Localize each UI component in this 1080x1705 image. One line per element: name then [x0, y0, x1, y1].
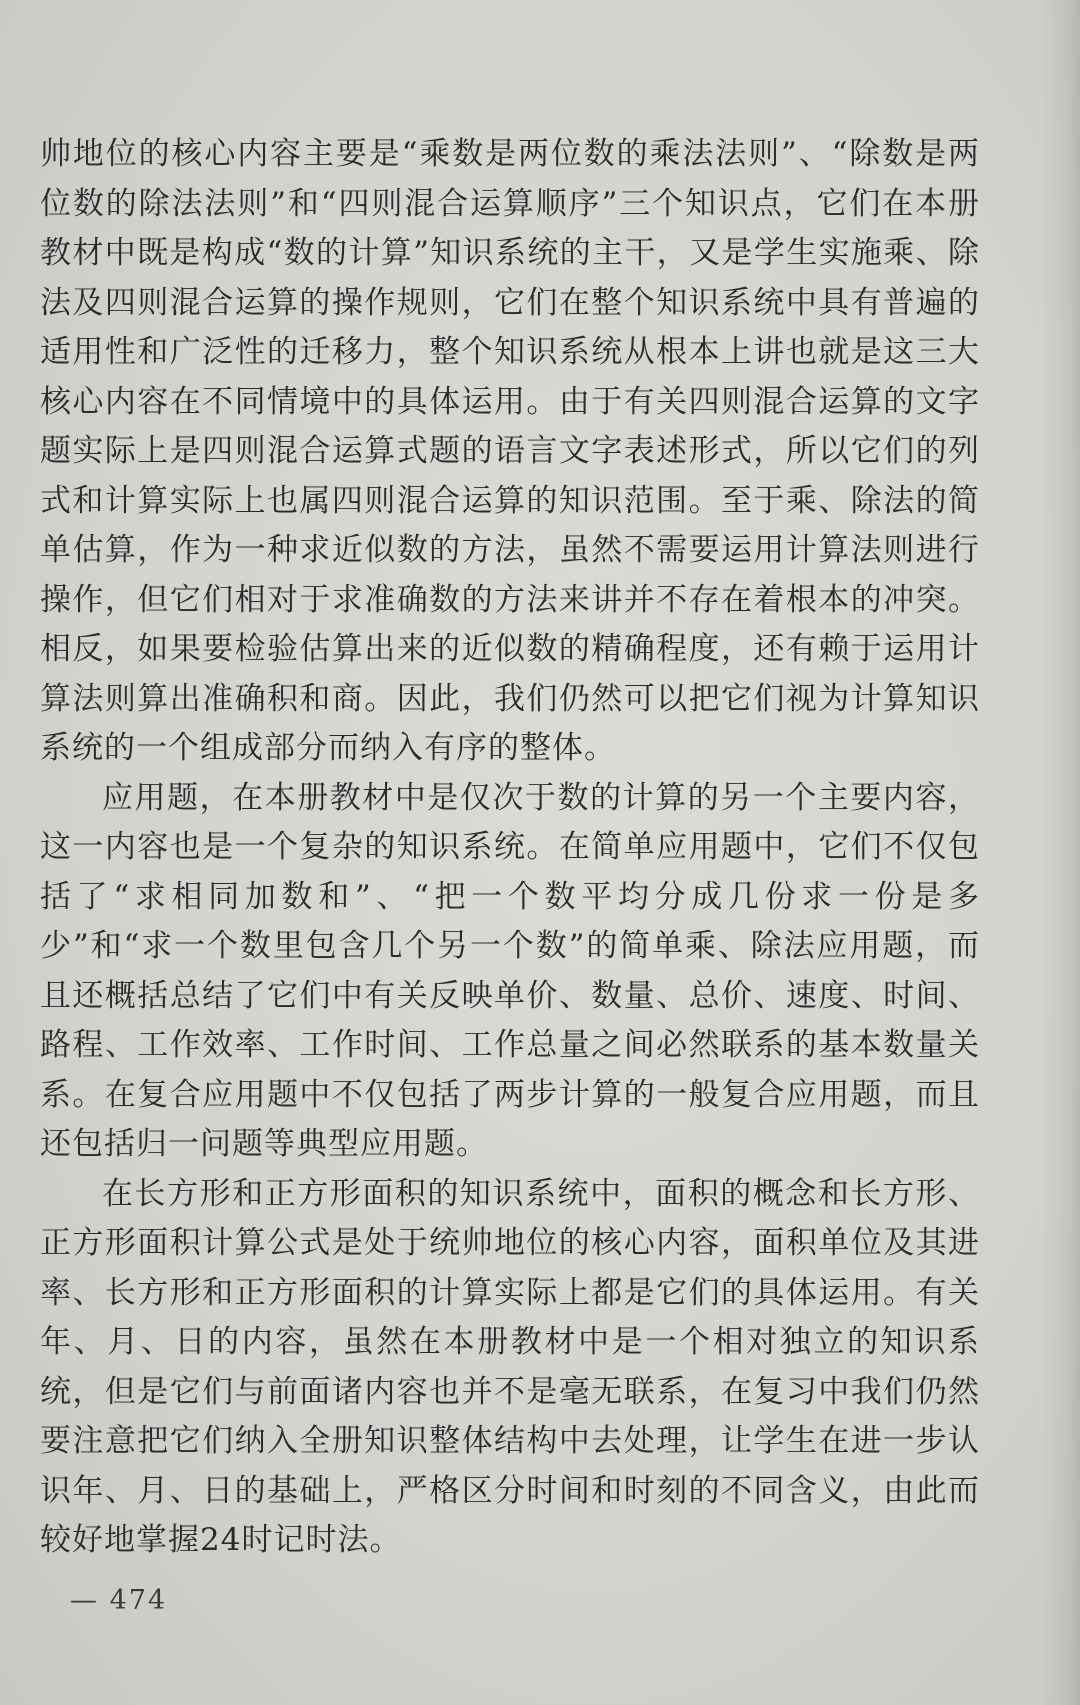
page-number: — 474 [70, 1585, 168, 1616]
paragraph-2: 应用题，在本册教材中是仅次于数的计算的另一个主要内容，这一内容也是一个复杂的知识系统。在简单应用题中，它们不仅包括了“求相同加数和”、“把一个数平均分成几份求一份是多少”和“求一个数里包含几个另一个数”的简单乘、除法应用题，而且还概括总结了它们中有关反映单价、数量、总价、速度、时间、路程、工作效率、工作时间、工作总量之间必然联系的基本数量关系。在复合应用题中不仅包括了两步计算的一般复合应用题，而且还包括归一问题等典型应用题。 [40, 779, 980, 1162]
paragraph-1: 帅地位的核心内容主要是“乘数是两位数的乘法法则”、“除数是两位数的除法法则”和“四则混合运算顺序”三个知识点，它们在本册教材中既是构成“数的计算”知识系统的主干，又是学生实施乘、除法及四则混合运算的操作规则，它们在整个知识系统中具有普遍的适用性和广泛性的迁移力，整个知识系统从根本上讲也就是这三大核心内容在不同情境中的具体运用。由于有关四则混合运算的文字题实际上是四则混合运算式题的语言文字表述形式，所以它们的列式和计算实际上也属四则混合运算的知识范围。至于乘、除法的简单估算，作为一种求近似数的方法，虽然不需要运用计算法则进行操作，但它们相对于求准确数的方法来讲并不存在着根本的冲突。相反，如果要检验估算出来的近似数的精确程度，还有赖于运用计算法则算出准确积和商。因此，我们仍然可以把它们视为计算知识系统的一个组成部分而纳入有序的整体。 [40, 136, 980, 766]
page-edge-shadow [1040, 0, 1080, 1705]
paragraph-3: 在长方形和正方形面积的知识系统中，面积的概念和长方形、正方形面积计算公式是处于统帅地位的核心内容，面积单位及其进率、长方形和正方形面积的计算实际上都是它们的具体运用。有关年、月、日的内容，虽然在本册教材中是一个相对独立的知识系统，但是它们与前面诸内容也并不是毫无联系，在复习中我们仍然要注意把它们纳入全册知识整体结构中去处理，让学生在进一步认识年、月、日的基础上，严格区分时间和时刻的不同含义，由此而较好地掌握24时记时法。 [40, 1175, 980, 1558]
body-text [40, 130, 980, 1566]
